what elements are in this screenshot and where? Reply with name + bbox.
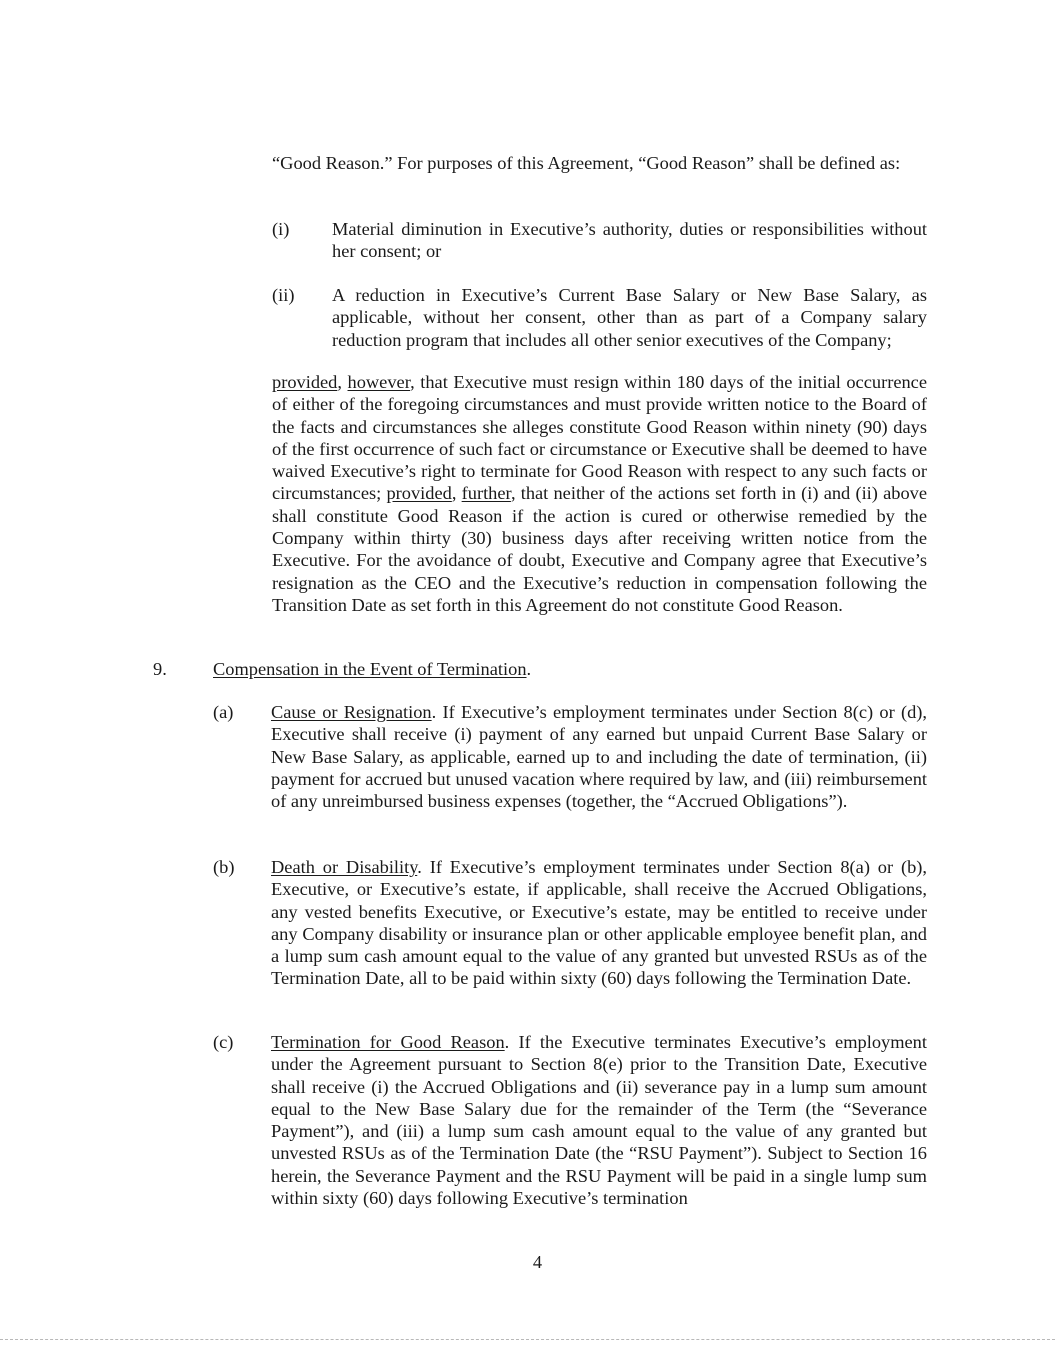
item-c-body: . If the Executive terminates Executive’s employment under the Agreement pursuant to Section 8(e) prior to the Transition Date, Executive shall receive (i) the Accrued Obligations and (ii) severance pay in a lump sum amount equal to the New Base Salary due for the remainder of the Term (the “Severance Payment”), and (iii) a lump sum cash amount equal to the value of any granted but unvested RSUs as of the Termination Date (the “RSU Payment”). Subject to Section 16 herein, the Severance Payment and the RSU Payment will be paid in a single lump sum within sixty (60) days following Executive’s termination [271, 1032, 927, 1209]
section-9-heading [213, 658, 927, 680]
item-ii-label: (ii) [272, 285, 295, 305]
item-a-title: Cause or Resignation [271, 702, 432, 722]
proviso-paragraph [272, 371, 927, 616]
item-b-body: . If Executive’s employment terminates under Section 8(a) or (b), Executive, or Executive’s estate, if applicable, shall receive the Accrued Obligations, any vested benefits Executive, or Executive’s estate, may be entitled to receive under any Company disability or insurance plan or other applicable employee benefit plan, and a lump sum cash amount equal to the value of any granted but unvested RSUs as of the Termination Date, all to be paid within sixty (60) days following the Termination Date. [271, 857, 927, 989]
proviso-sep-1: , [337, 372, 348, 392]
good-reason-intro [272, 152, 927, 174]
good-reason-item-ii [332, 284, 927, 351]
section-9-title: Compensation in the Event of Termination [213, 659, 527, 679]
intro-text: “Good Reason.” For purposes of this Agreement, “Good Reason” shall be defined as: [272, 153, 901, 173]
item-b-title: Death or Disability [271, 857, 418, 877]
section-9-title-end: . [526, 659, 532, 679]
item-b-label: (b) [213, 857, 235, 877]
item-i-label: (i) [272, 219, 290, 239]
proviso-sep-2: , [451, 483, 462, 504]
scan-edge-line [0, 1339, 1055, 1340]
proviso-provided-2: provided [386, 483, 452, 504]
proviso-body-1: , that Executive must resign within 180 days of the initial occurrence of either of the foregoing circumstances and must provide written notice to the Board of the facts and circumstances she alleges constitute Good Reason within ninety (90) days of the first occurrence of such fact or circumstance or Executive shall be deemed to have waived Executive’s right to terminate for Good Reason with respect to any such facts or circumstances; [272, 372, 928, 504]
item-c-label: (c) [213, 1032, 234, 1052]
proviso-however: however [347, 372, 411, 392]
section-9-item-b [271, 856, 927, 990]
section-9-item-c [271, 1031, 927, 1209]
item-c-title: Termination for Good Reason [271, 1032, 505, 1052]
item-a-body: . If Executive’s employment terminates under Section 8(c) or (d), Executive shall receive (i) payment of any earned but unpaid Current Base Salary or New Base Salary, as applicable, earned up to and including the date of termination, (ii) payment for accrued but unused vacation where required by law, and (iii) reimbursement of any unreimbursed business expenses (together, the “Accrued Obligations”). [271, 702, 927, 812]
section-9-number: 9. [153, 659, 167, 679]
page-number: 4 [532, 1252, 543, 1272]
item-ii-text: A reduction in Executive’s Current Base Salary or New Base Salary, as applicable, without her consent, other than as part of a Company salary reduction program that includes all other senior executives of the Company; [332, 285, 927, 350]
item-i-text: Material diminution in Executive’s authority, duties or responsibilities without her consent; or [332, 219, 927, 262]
good-reason-item-i [332, 218, 927, 263]
proviso-provided: provided [272, 372, 338, 392]
section-9-item-a [271, 701, 927, 812]
item-a-label: (a) [213, 702, 234, 722]
proviso-body-2: , that neither of the actions set forth in (i) and (ii) above shall constitute Good Reason if the action is cured or otherwise remedied by the Company within thirty (30) business days after receiving written notice from the Executive. For the avoidance of doubt, Executive and Company agree that Executive’s resignation as the CEO and the Executive’s reduction in compensation following the Transition Date as set forth in this Agreement do not constitute Good Reason. [272, 483, 927, 615]
proviso-further: further [461, 483, 511, 504]
